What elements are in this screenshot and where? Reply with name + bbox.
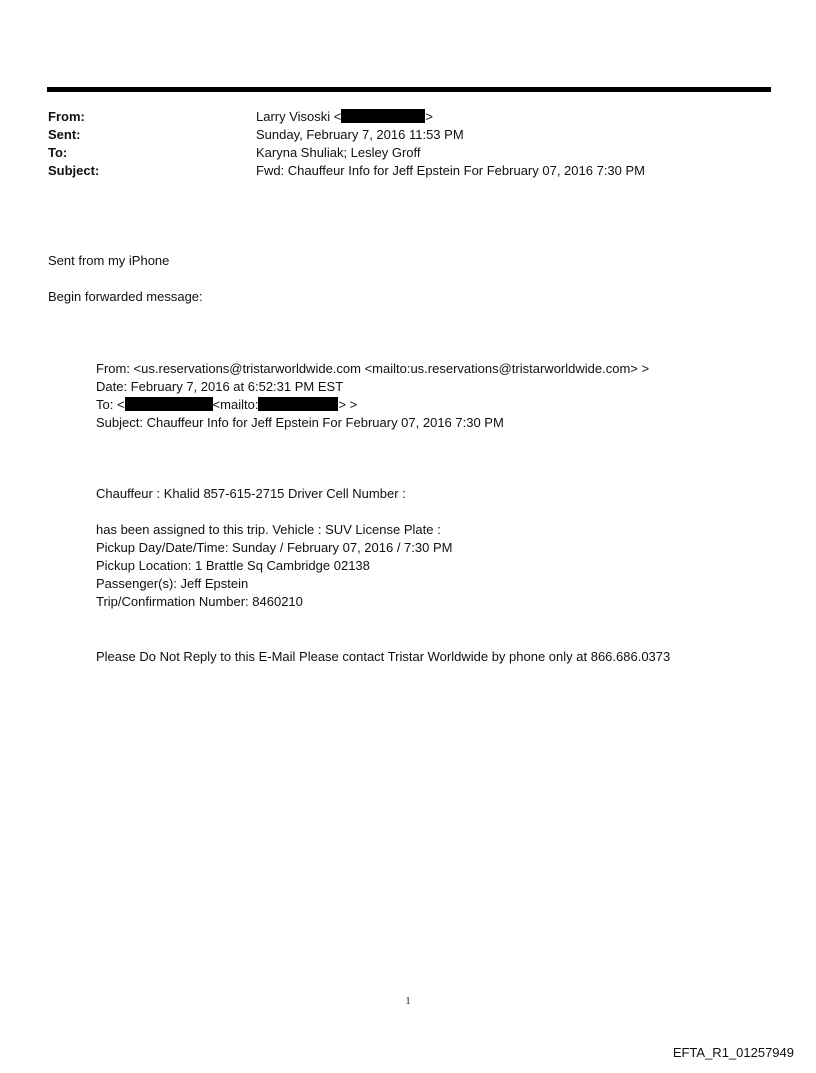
fwd-date-line: Date: February 7, 2016 at 6:52:31 PM EST [96, 379, 344, 394]
fwd-subject-line: Subject: Chauffeur Info for Jeff Epstein For February 07, 2016 7:30 PM [96, 415, 504, 430]
to-label: To: [48, 145, 68, 160]
to-value: Karyna Shuliak; Lesley Groff [256, 145, 421, 160]
fwd-to-suffix: > > [338, 397, 358, 412]
fwd-to-line [96, 396, 357, 414]
redaction-box [341, 109, 425, 123]
fwd-from-line: From: <us.reservations@tristarworldwide.com <mailto:us.reservations@tristarworldwide.com> > [96, 361, 650, 376]
subject-value: Fwd: Chauffeur Info for Jeff Epstein For February 07, 2016 7:30 PM [256, 163, 646, 178]
pickup-location-line: Pickup Location: 1 Brattle Sq Cambridge 02138 [96, 558, 370, 573]
sent-from-line: Sent from my iPhone [48, 253, 170, 268]
chauffeur-line: Chauffeur : Khalid 857-615-2715 Driver Cell Number : [96, 486, 406, 501]
from-label: From: [48, 109, 85, 124]
sent-label: Sent: [48, 127, 81, 142]
from-close: > [425, 109, 433, 124]
page-number: 1 [405, 996, 411, 1007]
from-name: Larry Visoski < [256, 109, 342, 124]
bates-number: EFTA_R1_01257949 [672, 1045, 794, 1060]
passengers-line: Passenger(s): Jeff Epstein [96, 576, 249, 591]
assigned-line: has been assigned to this trip. Vehicle : SUV License Plate : [96, 522, 441, 537]
notice-line: Please Do Not Reply to this E-Mail Please contact Tristar Worldwide by phone only at 866.686.0373 [96, 649, 671, 664]
header-rule [47, 87, 771, 92]
confirmation-line: Trip/Confirmation Number: 8460210 [96, 594, 303, 609]
redaction-box [125, 397, 213, 411]
begin-forwarded-line: Begin forwarded message: [48, 289, 203, 304]
fwd-to-mailto: <mailto: [212, 397, 259, 412]
from-value [256, 108, 433, 126]
subject-label: Subject: [48, 163, 100, 178]
sent-value: Sunday, February 7, 2016 11:53 PM [256, 127, 464, 142]
pickup-time-line: Pickup Day/Date/Time: Sunday / February 07, 2016 / 7:30 PM [96, 540, 453, 555]
fwd-to-prefix: To: < [96, 397, 125, 412]
redaction-box [258, 397, 338, 411]
